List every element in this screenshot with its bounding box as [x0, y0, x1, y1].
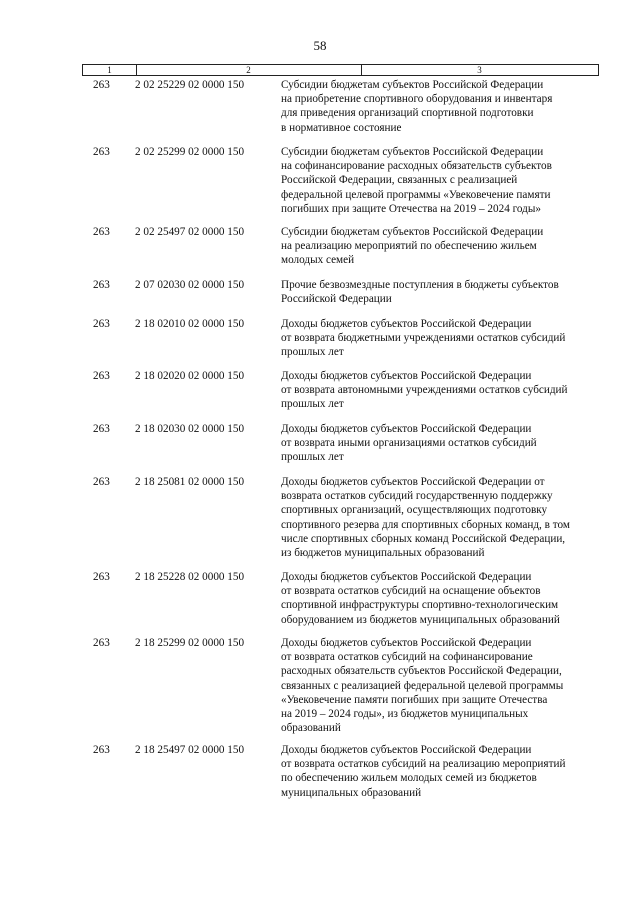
description-line: от возврата иными организациями остатков субсидий: [281, 437, 537, 450]
admin-code-cell: 263: [93, 79, 110, 91]
budget-classification-code-cell: 2 18 25228 02 0000 150: [135, 571, 245, 583]
budget-classification-code-cell: 2 18 25299 02 0000 150: [135, 637, 245, 649]
description-line: Субсидии бюджетам субъектов Российской Федерации: [281, 146, 544, 158]
description-line: Доходы бюджетов субъектов Российской Федерации: [281, 318, 532, 330]
description-line: погибших при защите Отечества на 2019 – 2024 годы»: [281, 202, 541, 215]
description-line: на приобретение спортивного оборудования и инвентаря: [281, 93, 553, 106]
description-line: Российской Федерации: [281, 293, 392, 306]
income-description-cell: [281, 225, 601, 268]
description-line: числе спортивных сборных команд Российской Федерации,: [281, 532, 566, 545]
budget-classification-code-cell: 2 02 25299 02 0000 150: [135, 146, 245, 158]
income-description-cell: [281, 145, 601, 216]
budget-classification-code-cell: 2 07 02030 02 0000 150: [135, 279, 245, 291]
income-description-cell: [281, 636, 601, 735]
description-line: возврата остатков субсидий государственную поддержку: [281, 490, 553, 503]
description-line: Прочие безвозмездные поступления в бюджеты субъектов: [281, 279, 559, 291]
description-line: от возврата остатков субсидий на оснащение объектов: [281, 585, 541, 598]
description-line: связанных с реализацией федеральной целевой программы: [281, 679, 564, 692]
description-line: прошлых лет: [281, 346, 344, 359]
page-number: 58: [313, 38, 327, 53]
budget-classification-code-cell: 2 18 25081 02 0000 150: [135, 476, 245, 488]
description-line: Доходы бюджетов субъектов Российской Федерации: [281, 744, 532, 756]
description-line: из бюджетов муниципальных образований: [281, 547, 485, 560]
budget-classification-code-cell: 2 02 25497 02 0000 150: [135, 226, 245, 238]
description-line: Доходы бюджетов субъектов Российской Федерации: [281, 637, 532, 649]
admin-code-cell: 263: [93, 318, 110, 330]
description-line: для приведения организаций спортивной подготовки: [281, 107, 534, 120]
description-line: оборудованием из бюджетов муниципальных образований: [281, 613, 560, 626]
admin-code-cell: 263: [93, 744, 110, 756]
budget-classification-code-cell: 2 18 02030 02 0000 150: [135, 423, 245, 435]
income-description-cell: [281, 369, 601, 412]
description-line: образований: [281, 722, 341, 735]
table-column-header: [82, 64, 599, 76]
budget-classification-code-cell: 2 18 02020 02 0000 150: [135, 370, 245, 382]
admin-code-cell: 263: [93, 146, 110, 158]
description-line: от возврата автономными учреждениями остатков субсидий: [281, 384, 568, 397]
description-line: молодых семей: [281, 254, 355, 267]
description-line: по обеспечению жильем молодых семей из бюджетов: [281, 772, 537, 785]
description-line: на реализацию мероприятий по обеспечению жильем: [281, 240, 537, 253]
description-line: Доходы бюджетов субъектов Российской Федерации: [281, 423, 532, 435]
description-line: расходных обязательств субъектов Российской Федерации,: [281, 665, 562, 678]
description-line: прошлых лет: [281, 398, 344, 411]
budget-classification-code-cell: 2 18 02010 02 0000 150: [135, 318, 245, 330]
description-line: Субсидии бюджетам субъектов Российской Федерации: [281, 226, 544, 238]
column-3-header: 3: [477, 65, 482, 75]
description-line: на 2019 – 2024 годы», из бюджетов муниципальных: [281, 708, 529, 721]
description-line: спортивных организаций, осуществляющих подготовку: [281, 504, 548, 517]
income-description-cell: [281, 422, 601, 465]
description-line: Доходы бюджетов субъектов Российской Федерации от: [281, 476, 545, 488]
budget-classification-code-cell: 2 18 25497 02 0000 150: [135, 744, 245, 756]
description-line: в нормативное состояние: [281, 121, 402, 134]
income-description-cell: [281, 475, 601, 560]
admin-code-cell: 263: [93, 423, 110, 435]
description-line: спортивной инфраструктуры спортивно-технологическим: [281, 599, 559, 612]
column-1-header: 1: [83, 65, 137, 75]
admin-code-cell: 263: [93, 370, 110, 382]
description-line: муниципальных образований: [281, 786, 422, 799]
description-line: от возврата бюджетными учреждениями остатков субсидий: [281, 332, 566, 345]
admin-code-cell: 263: [93, 571, 110, 583]
description-line: Доходы бюджетов субъектов Российской Федерации: [281, 370, 532, 382]
admin-code-cell: 263: [93, 637, 110, 649]
admin-code-cell: 263: [93, 226, 110, 238]
budget-classification-code-cell: 2 02 25229 02 0000 150: [135, 79, 245, 91]
description-line: спортивного резерва для спортивных сборных команд, в том: [281, 518, 570, 531]
description-line: от возврата остатков субсидий на софинансирование: [281, 651, 533, 664]
description-line: Российской Федерации, связанных с реализацией: [281, 174, 518, 187]
description-line: федеральной целевой программы «Увековечение памяти: [281, 188, 551, 201]
description-line: Доходы бюджетов субъектов Российской Федерации: [281, 571, 532, 583]
income-description-cell: [281, 570, 601, 627]
description-line: от возврата остатков субсидий на реализацию мероприятий: [281, 758, 566, 771]
description-line: на софинансирование расходных обязательств субъектов: [281, 160, 552, 173]
description-line: Субсидии бюджетам субъектов Российской Федерации: [281, 79, 544, 91]
admin-code-cell: 263: [93, 476, 110, 488]
income-description-cell: [281, 743, 601, 800]
income-description-cell: [281, 78, 601, 135]
income-description-cell: [281, 278, 601, 306]
admin-code-cell: 263: [93, 279, 110, 291]
description-line: «Увековечение памяти погибших при защите Отечества: [281, 693, 548, 706]
income-description-cell: [281, 317, 601, 360]
description-line: прошлых лет: [281, 451, 344, 464]
column-2-header: 2: [136, 65, 362, 75]
